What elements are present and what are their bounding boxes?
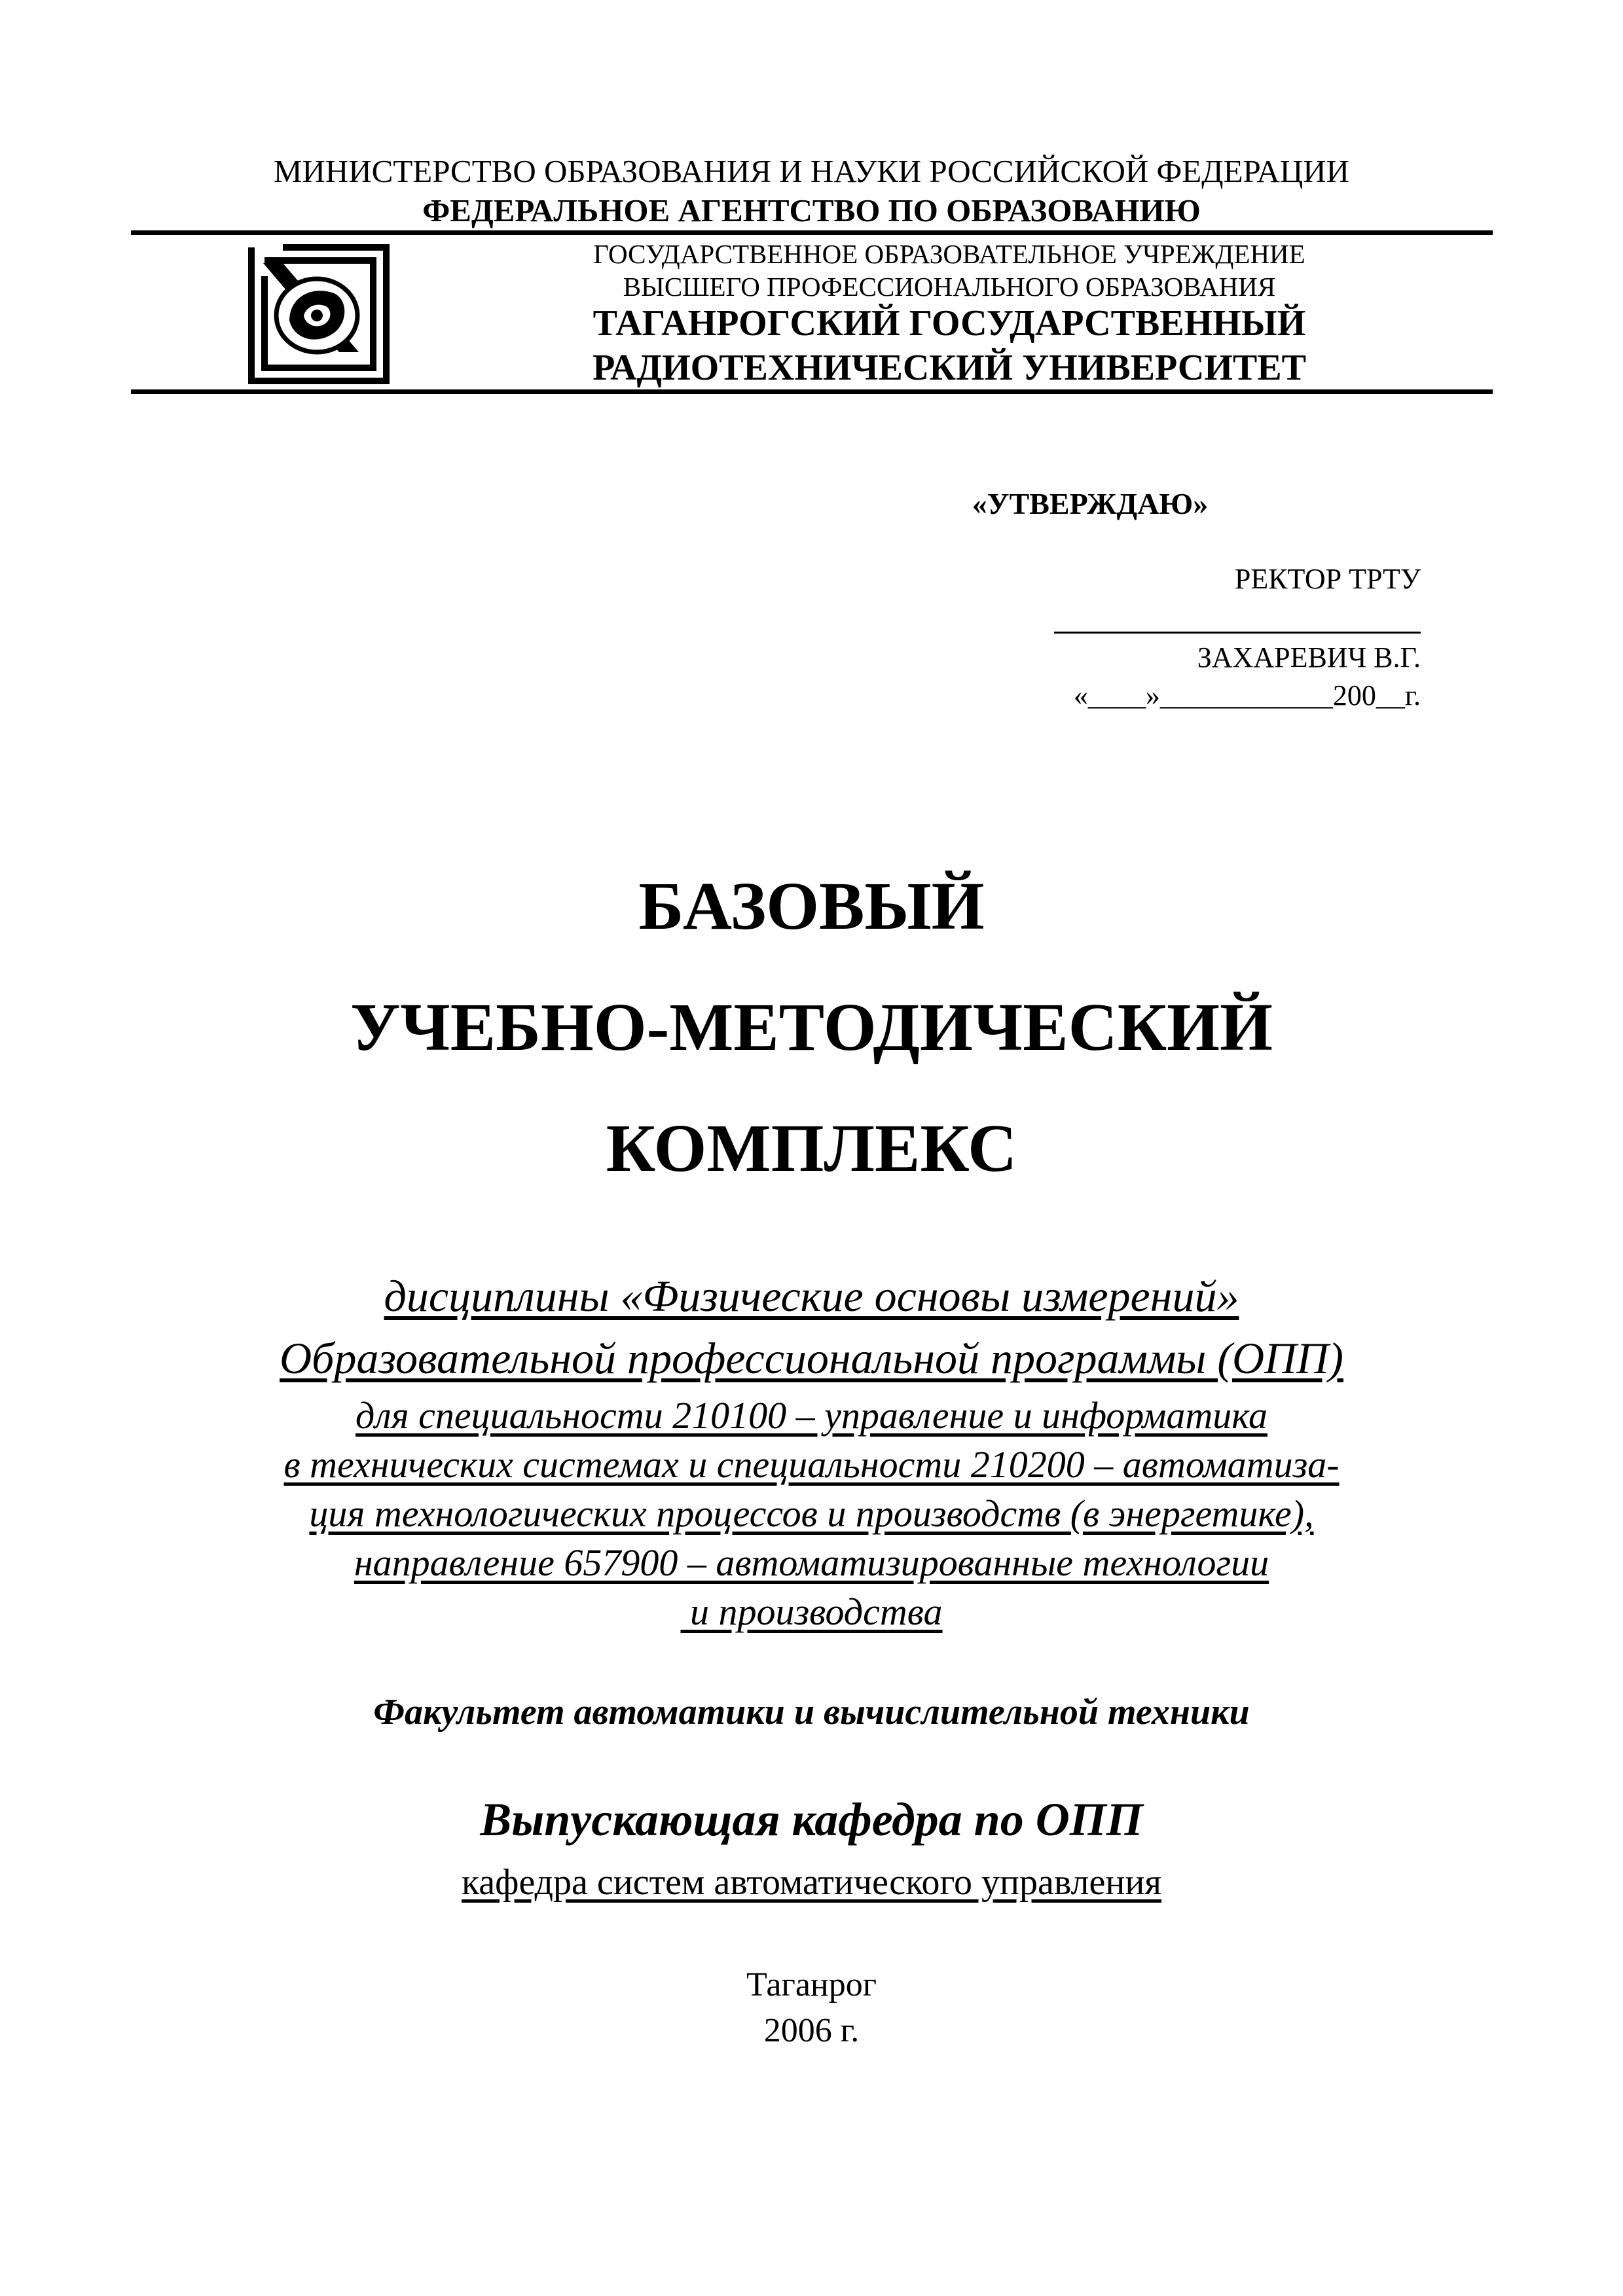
approval-stamp: «УТВЕРЖДАЮ»: [972, 487, 1209, 520]
signature-line: [1054, 632, 1421, 634]
approval-date: «____»____________200__г.: [1073, 679, 1421, 711]
main-title-line2: УЧЕБНО-МЕТОДИЧЕСКИЙ: [350, 990, 1273, 1065]
university-name-line2: РАДИОТЕХНИЧЕСКИЙ УНИВЕРСИТЕТ: [593, 348, 1306, 388]
rector-title: РЕКТОР ТРТУ: [1234, 563, 1421, 595]
faculty-name: Факультет автоматики и вычислительной техники: [373, 1692, 1250, 1732]
discipline-line3: для специальности 210100 – управление и информатика: [356, 1394, 1267, 1437]
discipline-line2: Образовательной профессиональной программы (ОПП): [280, 1333, 1343, 1383]
rector-name: ЗАХАРЕВИЧ В.Г.: [1197, 641, 1421, 673]
main-title-line1: БАЗОВЫЙ: [638, 869, 985, 944]
department-heading: Выпускающая кафедра по ОПП: [480, 1793, 1143, 1846]
discipline-line5: ция технологических процессов и производств (в энергетике),: [309, 1492, 1314, 1535]
department-name: кафедра систем автоматического управления: [461, 1862, 1162, 1903]
university-logo-icon: [244, 242, 394, 386]
city: Таганрог: [746, 1966, 877, 2003]
year: 2006 г.: [763, 2012, 860, 2049]
ministry-title: МИНИСТЕРСТВО ОБРАЗОВАНИЯ И НАУКИ РОССИЙСКОЙ ФЕДЕРАЦИИ: [273, 153, 1350, 189]
institution-level: ВЫСШЕГО ПРОФЕССИОНАЛЬНОГО ОБРАЗОВАНИЯ: [623, 272, 1276, 302]
header-bottom-rule: [131, 389, 1493, 394]
discipline-line4: в технических системах и специальности 210200 – автоматиза-: [283, 1443, 1340, 1486]
agency-title: ФЕДЕРАЛЬНОЕ АГЕНТСТВО ПО ОБРАЗОВАНИЮ: [422, 192, 1201, 228]
institution-type: ГОСУДАРСТВЕННОЕ ОБРАЗОВАТЕЛЬНОЕ УЧРЕЖДЕНИЕ: [593, 239, 1305, 269]
university-name-line1: ТАГАНРОГСКИЙ ГОСУДАРСТВЕННЫЙ: [593, 303, 1306, 344]
discipline-line6: направление 657900 – автоматизированные технологии: [354, 1541, 1269, 1584]
main-title-line3: КОМПЛЕКС: [606, 1111, 1017, 1186]
header-top-rule: [131, 230, 1493, 235]
discipline-line7: и производства: [680, 1590, 943, 1633]
discipline-line1: дисциплины «Физические основы измерений»: [384, 1271, 1239, 1321]
